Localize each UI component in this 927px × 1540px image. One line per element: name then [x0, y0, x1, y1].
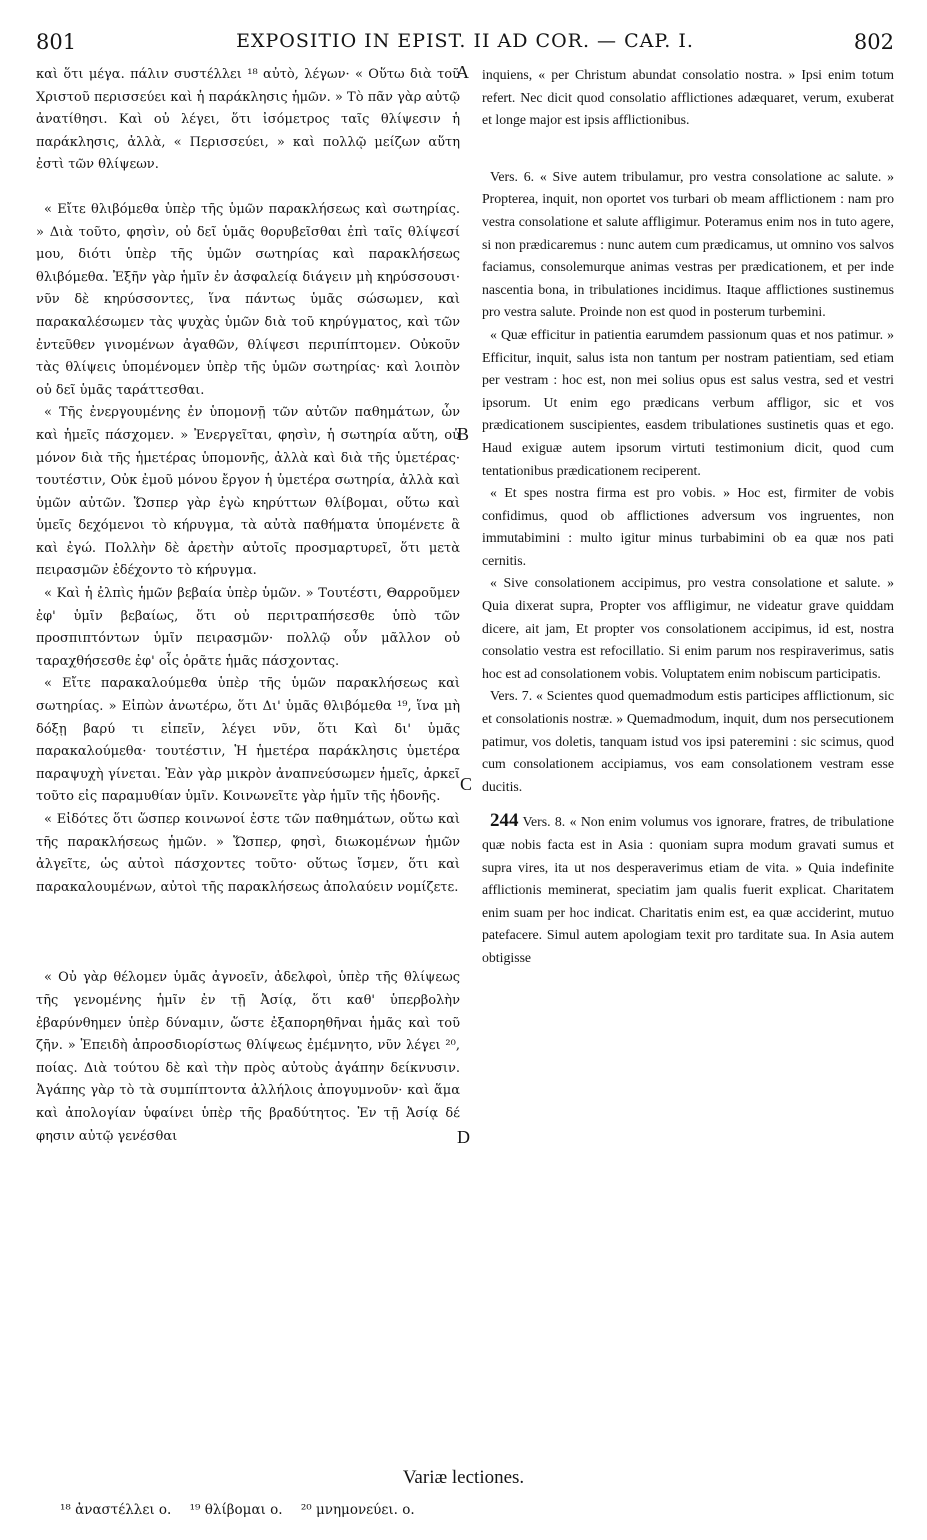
latin-paragraph: « Sive consolationem accipimus, pro vestra consolatione et salute. » Quia dixerat supra, Propter vos affligimur, ne videatur grave quiddam dicere, ait jam, Et propter vos consolationem accipimus, id est, nostra consolatio vestra est refocillatio. Si enim parum nos respiraverimus, satis hoc est ad consolationem vobis. Voluptatem enim nobiscum participatis.	[482, 575, 894, 681]
greek-paragraph: « Εἰδότες ὅτι ὥσπερ κοινωνοί ἐστε τῶν παθημάτων, οὕτω καὶ τῆς παρακλήσεως ἡμῶν. » Ὥσπερ, φησὶ, διωκομένων ἡμῶν ἀλγεῖτε, ὡς αὐτοὶ πάσχοντες τοῦτο· οὕτως ἴσμεν, ὅτι καὶ παρακαλουμένων, αὐτοὶ τῆς παρακλήσεως ἀπολαύειν νομίζετε.	[36, 812, 460, 895]
latin-paragraph-vers-8	[482, 810, 894, 969]
margin-letter-a: A	[456, 62, 469, 82]
variant-note: ¹⁸ ἀναστέλλει ο.	[60, 1502, 172, 1518]
variant-notes	[60, 1502, 429, 1518]
latin-paragraph: inquiens, « per Christum abundat consolatio nostra. » Ipsi enim totum refert. Nec dicit quod consolatio afflictiones adæquaret, verum, exuberat et longe major est ipsis afflictionibus.	[482, 67, 894, 128]
running-header	[36, 30, 894, 60]
greek-paragraph: « Οὐ γὰρ θέλομεν ὑμᾶς ἀγνοεῖν, ἀδελφοὶ, ὑπὲρ τῆς θλίψεως τῆς γενομένης ἡμῖν ἐν τῇ Ἀσίᾳ, ὅτι καθ' ὑπερβολὴν ἐβαρύνθημεν ὑπὲρ δύναμιν, ὥστε ἐξαπορηθῆναι ἡμᾶς καὶ τοῦ ζῆν. » Ἐπειδὴ ἀπροσδιορίστως θλίψεως ἐμέμνητο, νῦν λέγει ²⁰, ποίας. Διὰ τούτου δὲ καὶ τὴν πρὸς αὐτοὺς ἀγάπην δείκνυσιν. Ἀγάπης γὰρ τὸ τὰ συμπίπτοντα ἀλλήλοις ἀπογυμνοῦν· καὶ ἅμα καὶ ἀπολογίαν ὑφαίνει ὑπὲρ τῆς βραδύτητος. Ἐν τῇ Ἀσίᾳ δέ φησιν αὐτῷ γενέσθαι	[36, 970, 460, 1144]
greek-paragraph: « Τῆς ἐνεργουμένης ἐν ὑπομονῇ τῶν αὐτῶν παθημάτων, ὧν καὶ ἡμεῖς πάσχομεν. » Ἐνεργεῖται, φησὶν, ἡ σωτηρία αὕτη, οὐ μόνον διὰ τῆς ἡμετέρας ὑπομονῆς, ἀλλὰ καὶ διὰ τῆς ὑμετέρας· τουτέστιν, Οὐκ ἐμοῦ μόνου ἔργον ἡ ὑμετέρα σωτηρία, ἀλλὰ καὶ ὑμῶν αὐτῶν. Ὥσπερ γὰρ ἐγὼ κηρύττων θλίβομαι, οὕτω καὶ ὑμεῖς δεχόμενοι τὸ κήρυγμα, τὰ αὐτὰ παθήματα ὑπομένετε ἃ καὶ ἐγώ. Πολλὴν δὲ ἀρετὴν αὐτοῖς προσμαρτυρεῖ, ὅτι μετὰ πειρασμῶν ἐδέχοντο τὸ κήρυγμα.	[36, 405, 460, 579]
left-page-number: 801	[36, 30, 77, 54]
margin-letter-c: C	[460, 774, 473, 794]
greek-paragraph: « Εἴτε παρακαλούμεθα ὑπὲρ τῆς ὑμῶν παρακλήσεως καὶ σωτηρίας. » Εἰπὼν ἀνωτέρω, ὅτι Δι' ὑμᾶς θλιβόμεθα ¹⁹, ἵνα μὴ δόξῃ βαρύ τι εἰπεῖν, λέγει νῦν, ὅτι Καὶ δι' ὑμᾶς παρακαλούμεθα· τουτέστιν, Ἡ ἡμετέρα παράκλησις ὑμετέρα παραψυχὴ γίνεται. Ἐὰν γὰρ μικρὸν ἀναπνεύσωμεν ἡμεῖς, ἀρκεῖ τοῦτο εἰς παραμυθίαν ὑμῖν. Κοινωνεῖτε γὰρ ἡμῖν τῆς ἡδονῆς.	[36, 676, 460, 805]
variant-note: ²⁰ μνημονεύει. ο.	[300, 1502, 415, 1518]
latin-paragraph: « Et spes nostra firma est pro vobis. » Hoc est, firmiter de vobis confidimus, quod ob afflictiones adversum vos ingruentes, non immutabimini : multo igitur minus turbabimini ob ea quæ nos pati cernitis.	[482, 485, 894, 568]
column-number: 244	[490, 810, 519, 832]
latin-column	[482, 64, 894, 1459]
greek-paragraph: « Καὶ ἡ ἐλπὶς ἡμῶν βεβαία ὑπὲρ ὑμῶν. » Τουτέστι, Θαρροῦμεν ἐφ' ὑμῖν βεβαίως, ὅτι οὐ περιτραπήσεσθε ὑπὸ τῶν προσπιπτόντων ὑμῖν πειρασμῶν· πολλῷ οὖν μᾶλλον οὐ ταραχθήσεσθε ἐφ' οἷς ὁρᾶτε ἡμᾶς πάσχοντας.	[36, 586, 460, 669]
latin-paragraph: Vers. 6. « Sive autem tribulamur, pro vestra consolatione ac salute. » Propterea, inquit, non oportet vos turbari ob meam afflictionem : nam pro vestra consolatione et salute affligimur. Poteramus enim nos in tuto agere, si non prædicaremus : nunc autem cum prædicamus, ut omnino vos salvos faciamus, consolemurque animas vestras per prædicationem, et per inde nascentia bona, in tribulationes incidimus. Itaque afflictiones sustinemus pro vestra salute. Proinde non est quod in posterum turbemini.	[482, 168, 894, 320]
latin-paragraph: « Quæ efficitur in patientia earumdem passionum quas et nos patimur. » Efficitur, inquit, salus ista non tantum per nostram patientiam, sed etiam per vestram : hoc est, non mei solius opus est salus vestra, sed et vestri ipsorum. Ut enim ego prædicans verbum affligor, sic et vos prædicationem suscipientes, easdem tribulationes sustinetis quas et ego. Haud exiguæ autem ipsorum virtuti testimonium dicit, quod cum tentationibus prædicationem reciperent.	[482, 326, 894, 478]
latin-paragraph: Vers. 7. « Scientes quod quemadmodum estis participes afflictionum, sic et consolationis nostræ. » Quemadmodum, inquit, dum nos persecutionem patimur, vos doletis, tanquam istud vos ipsi pateremini : sic scimus, quod cum consolationem accipiamus, vos eam consolationem vestram esse ducitis.	[482, 688, 894, 794]
running-title: EXPOSITIO IN EPIST. II AD COR. — CAP. I.	[236, 30, 694, 52]
variant-note: ¹⁹ θλίβομαι ο.	[189, 1502, 283, 1518]
latin-paragraph-text: Vers. 8. « Non enim volumus vos ignorare, fratres, de tribulatione quæ nobis facta est in Asia : quoniam supra modum gravati sumus et supra vires, ita ut nos desperaverimus etiam de vita. » Quia indefinite afflictionis meminerat, speciatim jam qualis fuerit explicat. Charitatem enim suam per hoc indicat. Charitatis enim est, ea quæ acciderint, mutuo patefacere. Simul autem apologiam texit pro tarditate sua. In Asia autem obtigisse	[482, 814, 894, 965]
variae-lectiones-heading: Variæ lectiones.	[402, 1467, 525, 1488]
right-page-number: 802	[853, 30, 894, 54]
margin-letter-b: B	[457, 424, 470, 444]
greek-column	[36, 64, 460, 1459]
margin-letter-d: D	[457, 1127, 470, 1147]
greek-paragraph: καὶ ὅτι μέγα. πάλιν συστέλλει ¹⁸ αὐτὸ, λέγων· « Οὕτω διὰ τοῦ Χριστοῦ περισσεύει καὶ ἡ παράκλησις ἡμῶν. » Τὸ πᾶν γὰρ αὐτῷ ἀνατίθησι. Καὶ οὐ λέγει, ὅτι ἰσόμετρος ταῖς θλίψεσιν ἡ παράκλησις, ἀλλὰ, « Περισσεύει, » καὶ πολλῷ μείζων αὕτη ἐστὶ τῶν θλίψεων.	[36, 67, 460, 173]
greek-paragraph: « Εἴτε θλιβόμεθα ὑπὲρ τῆς ὑμῶν παρακλήσεως καὶ σωτηρίας. » Διὰ τοῦτο, φησὶν, οὐ δεῖ ὑμᾶς θορυβεῖσθαι ἐπὶ ταῖς θλίψεσί μου, διότι ὑπὲρ τῆς ὑμῶν σωτηρίας καὶ παρακλήσεως θλιβόμεθα. Ἐξῆν γὰρ ἡμῖν ἐν ἀσφαλείᾳ διάγειν μὴ κηρύσσουσι· νῦν δὲ κηρύσσοντες, ἵνα πάντως ὑμᾶς σώσωμεν, καὶ παρακαλέσωμεν τὰς ψυχὰς ὑμῶν διὰ τοῦ κηρύγματος, καὶ τῶν ἐντεῦθεν γινομένων ἀγαθῶν, θλίψεσι περιπίπτομεν. Οὐκοῦν τὰς θλίψεις ὑπομένομεν ὑπὲρ τῆς ὑμῶν σωτηρίας· καὶ λοιπὸν οὐ δεῖ ὑμᾶς ταράττεσθαι.	[36, 201, 460, 398]
